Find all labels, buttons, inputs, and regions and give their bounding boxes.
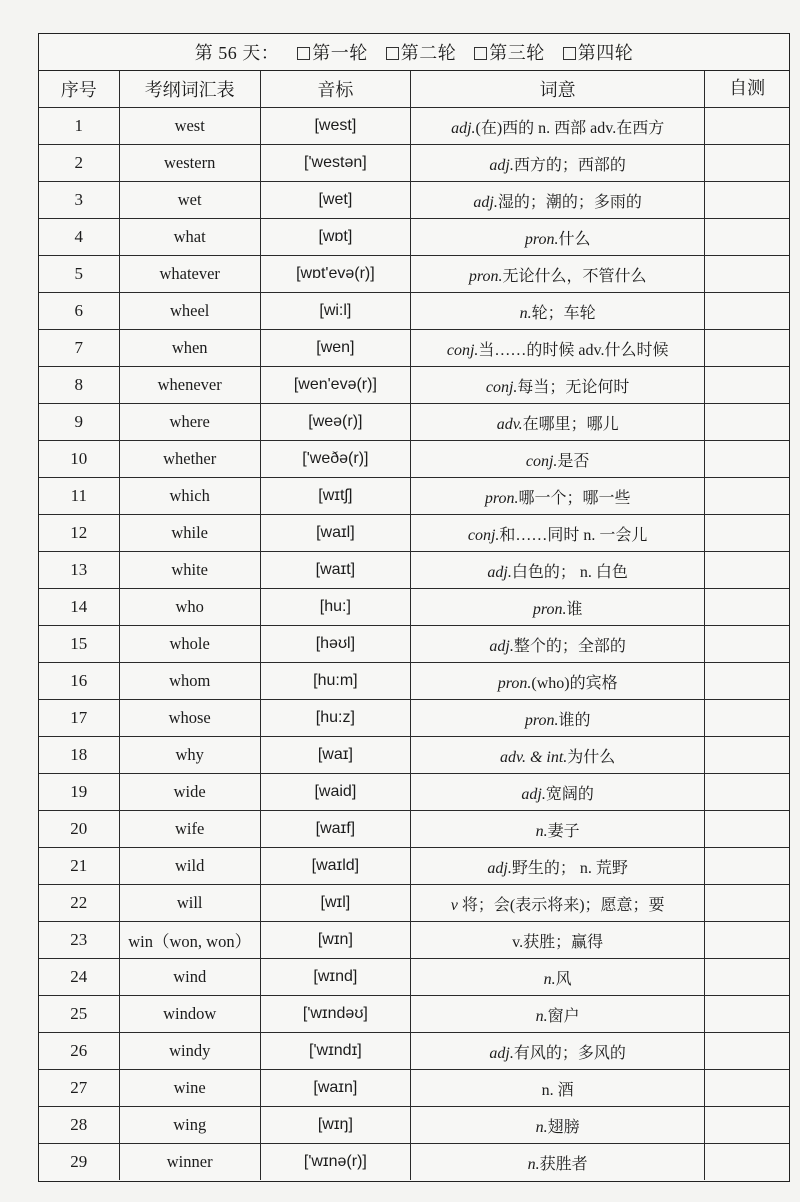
row-word: wind — [119, 959, 260, 996]
table-row — [39, 515, 789, 552]
table-row — [39, 848, 789, 885]
day-label: 第 56 天： — [194, 43, 280, 63]
row-phonetic: [waɪf] — [260, 811, 410, 848]
row-word: win（won, won） — [119, 922, 260, 959]
row-meaning — [410, 589, 704, 626]
table-row — [39, 552, 789, 589]
meaning-text: 什么 — [558, 230, 591, 248]
grammar-tag: pron. — [532, 600, 567, 618]
meaning-text: 在哪里；哪儿 — [522, 415, 619, 433]
meaning-text: 整个的；全部的 — [513, 637, 626, 655]
row-selftest[interactable] — [705, 1070, 789, 1107]
meaning-text: 谁 — [566, 600, 583, 618]
checkbox-icon[interactable] — [297, 47, 310, 60]
row-selftest[interactable] — [705, 367, 789, 404]
row-index: 3 — [39, 182, 119, 219]
table-row — [39, 811, 789, 848]
row-phonetic: [wɪŋ] — [260, 1107, 410, 1144]
row-meaning — [410, 293, 704, 330]
row-phonetic: ['wɪnə(r)] — [260, 1144, 410, 1181]
row-selftest[interactable] — [705, 663, 789, 700]
day-header — [39, 34, 789, 71]
row-index: 22 — [39, 885, 119, 922]
row-selftest[interactable] — [705, 330, 789, 367]
grammar-tag: n. — [527, 1155, 540, 1173]
row-meaning — [410, 478, 704, 515]
row-selftest[interactable] — [705, 959, 789, 996]
row-phonetic: [waid] — [260, 774, 410, 811]
row-index: 1 — [39, 108, 119, 145]
grammar-tag: conj. — [446, 341, 479, 359]
row-index: 27 — [39, 1070, 119, 1107]
row-phonetic: [wɒt'evə(r)] — [260, 256, 410, 293]
row-phonetic: [wɪnd] — [260, 959, 410, 996]
meaning-text: 哪一个；哪一些 — [518, 489, 631, 507]
row-phonetic: [wi:l] — [260, 293, 410, 330]
row-word: whole — [119, 626, 260, 663]
meaning-text: 当……的时候 adv.什么时候 — [478, 341, 669, 359]
row-word: why — [119, 737, 260, 774]
row-index: 15 — [39, 626, 119, 663]
row-selftest[interactable] — [705, 441, 789, 478]
row-phonetic: [weə(r)] — [260, 404, 410, 441]
row-phonetic: [həʊl] — [260, 626, 410, 663]
grammar-tag: pron. — [524, 230, 559, 248]
row-meaning — [410, 515, 704, 552]
row-word: wife — [119, 811, 260, 848]
meaning-text: 窗户 — [547, 1007, 580, 1025]
table-row — [39, 441, 789, 478]
row-meaning — [410, 700, 704, 737]
row-index: 25 — [39, 996, 119, 1033]
grammar-tag: pron. — [497, 674, 532, 692]
row-index: 2 — [39, 145, 119, 182]
checkbox-icon[interactable] — [563, 47, 576, 60]
grammar-tag: adj. — [473, 193, 498, 211]
table-row — [39, 478, 789, 515]
meaning-text: 将；会(表示将来)；愿意；要 — [457, 896, 665, 914]
row-word: wet — [119, 182, 260, 219]
row-index: 11 — [39, 478, 119, 515]
table-row — [39, 663, 789, 700]
table-row — [39, 404, 789, 441]
row-selftest[interactable] — [705, 182, 789, 219]
row-index: 7 — [39, 330, 119, 367]
row-phonetic: [west] — [260, 108, 410, 145]
grammar-tag: conj. — [467, 526, 500, 544]
grammar-tag: adj. — [489, 637, 514, 655]
row-word: windy — [119, 1033, 260, 1070]
table-row — [39, 589, 789, 626]
row-meaning — [410, 774, 704, 811]
grammar-tag: adj. — [487, 859, 512, 877]
row-meaning — [410, 1070, 704, 1107]
table-row — [39, 959, 789, 996]
grammar-tag: adj. — [489, 1044, 514, 1062]
meaning-text: 为什么 — [567, 748, 616, 766]
row-phonetic: ['wɪndɪ] — [260, 1033, 410, 1070]
row-phonetic: ['westən] — [260, 145, 410, 182]
meaning-text: 无论什么，不管什么 — [502, 267, 647, 285]
col-header-selftest: 自测 — [705, 71, 789, 108]
row-index: 9 — [39, 404, 119, 441]
row-meaning — [410, 663, 704, 700]
row-meaning — [410, 885, 704, 922]
meaning-text: 妻子 — [547, 822, 580, 840]
table-row — [39, 1107, 789, 1144]
round-3[interactable]: 第三轮 — [474, 39, 545, 65]
checkbox-icon[interactable] — [474, 47, 487, 60]
meaning-text: v.获胜；赢得 — [512, 933, 604, 951]
row-index: 13 — [39, 552, 119, 589]
row-meaning — [410, 404, 704, 441]
col-header-word: 考纲词汇表 — [119, 71, 260, 108]
table-row — [39, 293, 789, 330]
row-selftest[interactable] — [705, 515, 789, 552]
row-word: western — [119, 145, 260, 182]
grammar-tag: n. — [535, 1118, 548, 1136]
round-2[interactable]: 第二轮 — [386, 39, 457, 65]
round-1[interactable]: 第一轮 — [297, 39, 368, 65]
row-selftest[interactable] — [705, 700, 789, 737]
row-index: 6 — [39, 293, 119, 330]
row-index: 21 — [39, 848, 119, 885]
grammar-tag: n. — [519, 304, 532, 322]
grammar-tag: adv. & int. — [500, 748, 568, 766]
row-word: wheel — [119, 293, 260, 330]
vocabulary-table — [39, 71, 789, 1180]
row-word: whose — [119, 700, 260, 737]
round-4[interactable]: 第四轮 — [563, 39, 634, 65]
row-word: window — [119, 996, 260, 1033]
table-row — [39, 996, 789, 1033]
meaning-text: 白色的； n. 白色 — [511, 563, 628, 581]
row-phonetic: [wɪl] — [260, 885, 410, 922]
row-phonetic: [wen] — [260, 330, 410, 367]
row-index: 19 — [39, 774, 119, 811]
row-selftest[interactable] — [705, 1033, 789, 1070]
meaning-text: 和……同时 n. 一会儿 — [499, 526, 648, 544]
row-word: which — [119, 478, 260, 515]
row-word: will — [119, 885, 260, 922]
row-word: when — [119, 330, 260, 367]
row-selftest[interactable] — [705, 293, 789, 330]
table-row — [39, 700, 789, 737]
col-header-phonetic: 音标 — [260, 71, 410, 108]
row-phonetic: [wɪn] — [260, 922, 410, 959]
row-phonetic: [wen'evə(r)] — [260, 367, 410, 404]
meaning-text: (who)的宾格 — [531, 674, 618, 692]
row-selftest[interactable] — [705, 219, 789, 256]
meaning-text: (在)西的 n. 西部 adv.在西方 — [475, 119, 665, 137]
row-word: whom — [119, 663, 260, 700]
meaning-text: 轮；车轮 — [531, 304, 596, 322]
row-selftest[interactable] — [705, 1144, 789, 1181]
meaning-text: 宽阔的 — [545, 785, 594, 803]
row-word: wing — [119, 1107, 260, 1144]
row-meaning — [410, 737, 704, 774]
row-index: 28 — [39, 1107, 119, 1144]
row-index: 4 — [39, 219, 119, 256]
row-selftest[interactable] — [705, 108, 789, 145]
table-row — [39, 922, 789, 959]
row-phonetic: [waɪl] — [260, 515, 410, 552]
row-word: what — [119, 219, 260, 256]
grammar-tag: adj. — [521, 785, 546, 803]
row-word: whenever — [119, 367, 260, 404]
table-row — [39, 145, 789, 182]
meaning-text: 风 — [555, 970, 572, 988]
row-phonetic: [waɪld] — [260, 848, 410, 885]
row-index: 14 — [39, 589, 119, 626]
grammar-tag: pron. — [468, 267, 503, 285]
row-meaning — [410, 256, 704, 293]
row-selftest[interactable] — [705, 145, 789, 182]
table-row — [39, 219, 789, 256]
row-phonetic: ['weðə(r)] — [260, 441, 410, 478]
row-phonetic: [hu:z] — [260, 700, 410, 737]
grammar-tag: conj. — [485, 378, 518, 396]
row-index: 10 — [39, 441, 119, 478]
table-row — [39, 626, 789, 663]
row-meaning — [410, 441, 704, 478]
grammar-tag: adj. — [451, 119, 476, 137]
row-meaning — [410, 219, 704, 256]
meaning-text: 每当；无论何时 — [517, 378, 630, 396]
row-selftest[interactable] — [705, 1107, 789, 1144]
row-word: winner — [119, 1144, 260, 1181]
table-row — [39, 108, 789, 145]
col-header-meaning: 词意 — [410, 71, 704, 108]
table-row — [39, 737, 789, 774]
row-selftest[interactable] — [705, 478, 789, 515]
vocabulary-sheet — [38, 33, 790, 1182]
grammar-tag: adj. — [487, 563, 512, 581]
row-word: wild — [119, 848, 260, 885]
row-selftest[interactable] — [705, 811, 789, 848]
row-word: whatever — [119, 256, 260, 293]
table-row — [39, 182, 789, 219]
row-meaning — [410, 367, 704, 404]
row-index: 20 — [39, 811, 119, 848]
row-meaning — [410, 626, 704, 663]
meaning-text: 有风的；多风的 — [513, 1044, 626, 1062]
row-meaning — [410, 330, 704, 367]
row-selftest[interactable] — [705, 922, 789, 959]
row-phonetic: [hu:] — [260, 589, 410, 626]
row-meaning — [410, 1033, 704, 1070]
row-selftest[interactable] — [705, 848, 789, 885]
grammar-tag: conj. — [525, 452, 558, 470]
table-row — [39, 774, 789, 811]
row-phonetic: [waɪ] — [260, 737, 410, 774]
row-word: while — [119, 515, 260, 552]
row-index: 16 — [39, 663, 119, 700]
row-meaning — [410, 848, 704, 885]
row-phonetic: [wɪtʃ] — [260, 478, 410, 515]
row-meaning — [410, 182, 704, 219]
table-header-row — [39, 71, 789, 108]
row-selftest[interactable] — [705, 737, 789, 774]
grammar-tag: pron. — [484, 489, 519, 507]
meaning-text: 是否 — [557, 452, 590, 470]
row-selftest[interactable] — [705, 589, 789, 626]
row-index: 18 — [39, 737, 119, 774]
row-meaning — [410, 959, 704, 996]
grammar-tag: n. — [543, 970, 556, 988]
table-row — [39, 330, 789, 367]
meaning-text: n. 酒 — [541, 1081, 574, 1099]
row-word: white — [119, 552, 260, 589]
row-meaning — [410, 145, 704, 182]
checkbox-icon[interactable] — [386, 47, 399, 60]
row-index: 5 — [39, 256, 119, 293]
row-selftest[interactable] — [705, 885, 789, 922]
row-index: 8 — [39, 367, 119, 404]
row-selftest[interactable] — [705, 996, 789, 1033]
grammar-tag: n. — [535, 1007, 548, 1025]
row-word: who — [119, 589, 260, 626]
col-header-index: 序号 — [39, 71, 119, 108]
grammar-tag: n. — [535, 822, 548, 840]
row-word: wine — [119, 1070, 260, 1107]
table-row — [39, 885, 789, 922]
grammar-tag: adj. — [489, 156, 514, 174]
row-word: whether — [119, 441, 260, 478]
row-phonetic: [waɪn] — [260, 1070, 410, 1107]
row-index: 24 — [39, 959, 119, 996]
row-meaning — [410, 811, 704, 848]
row-phonetic: [wet] — [260, 182, 410, 219]
row-phonetic: [wɒt] — [260, 219, 410, 256]
meaning-text: 谁的 — [558, 711, 591, 729]
row-meaning — [410, 1107, 704, 1144]
row-index: 23 — [39, 922, 119, 959]
meaning-text: 获胜者 — [539, 1155, 588, 1173]
row-phonetic: [hu:m] — [260, 663, 410, 700]
row-selftest[interactable] — [705, 552, 789, 589]
table-row — [39, 1144, 789, 1181]
table-row — [39, 1070, 789, 1107]
row-word: where — [119, 404, 260, 441]
row-index: 12 — [39, 515, 119, 552]
row-meaning — [410, 552, 704, 589]
table-row — [39, 367, 789, 404]
table-row — [39, 1033, 789, 1070]
meaning-text: 西方的；西部的 — [513, 156, 626, 174]
row-phonetic: ['wɪndəʊ] — [260, 996, 410, 1033]
meaning-text: 野生的； n. 荒野 — [511, 859, 628, 877]
grammar-tag: v — [450, 896, 458, 914]
row-phonetic: [waɪt] — [260, 552, 410, 589]
row-meaning — [410, 108, 704, 145]
row-meaning — [410, 1144, 704, 1181]
row-selftest[interactable] — [705, 256, 789, 293]
row-index: 17 — [39, 700, 119, 737]
grammar-tag: pron. — [524, 711, 559, 729]
row-meaning — [410, 996, 704, 1033]
meaning-text: 翅膀 — [547, 1118, 580, 1136]
table-row — [39, 256, 789, 293]
row-selftest[interactable] — [705, 774, 789, 811]
row-word: wide — [119, 774, 260, 811]
row-meaning — [410, 922, 704, 959]
row-selftest[interactable] — [705, 626, 789, 663]
row-index: 26 — [39, 1033, 119, 1070]
row-word: west — [119, 108, 260, 145]
row-selftest[interactable] — [705, 404, 789, 441]
grammar-tag: adv. — [496, 415, 523, 433]
meaning-text: 湿的；潮的；多雨的 — [497, 193, 642, 211]
row-index: 29 — [39, 1144, 119, 1181]
